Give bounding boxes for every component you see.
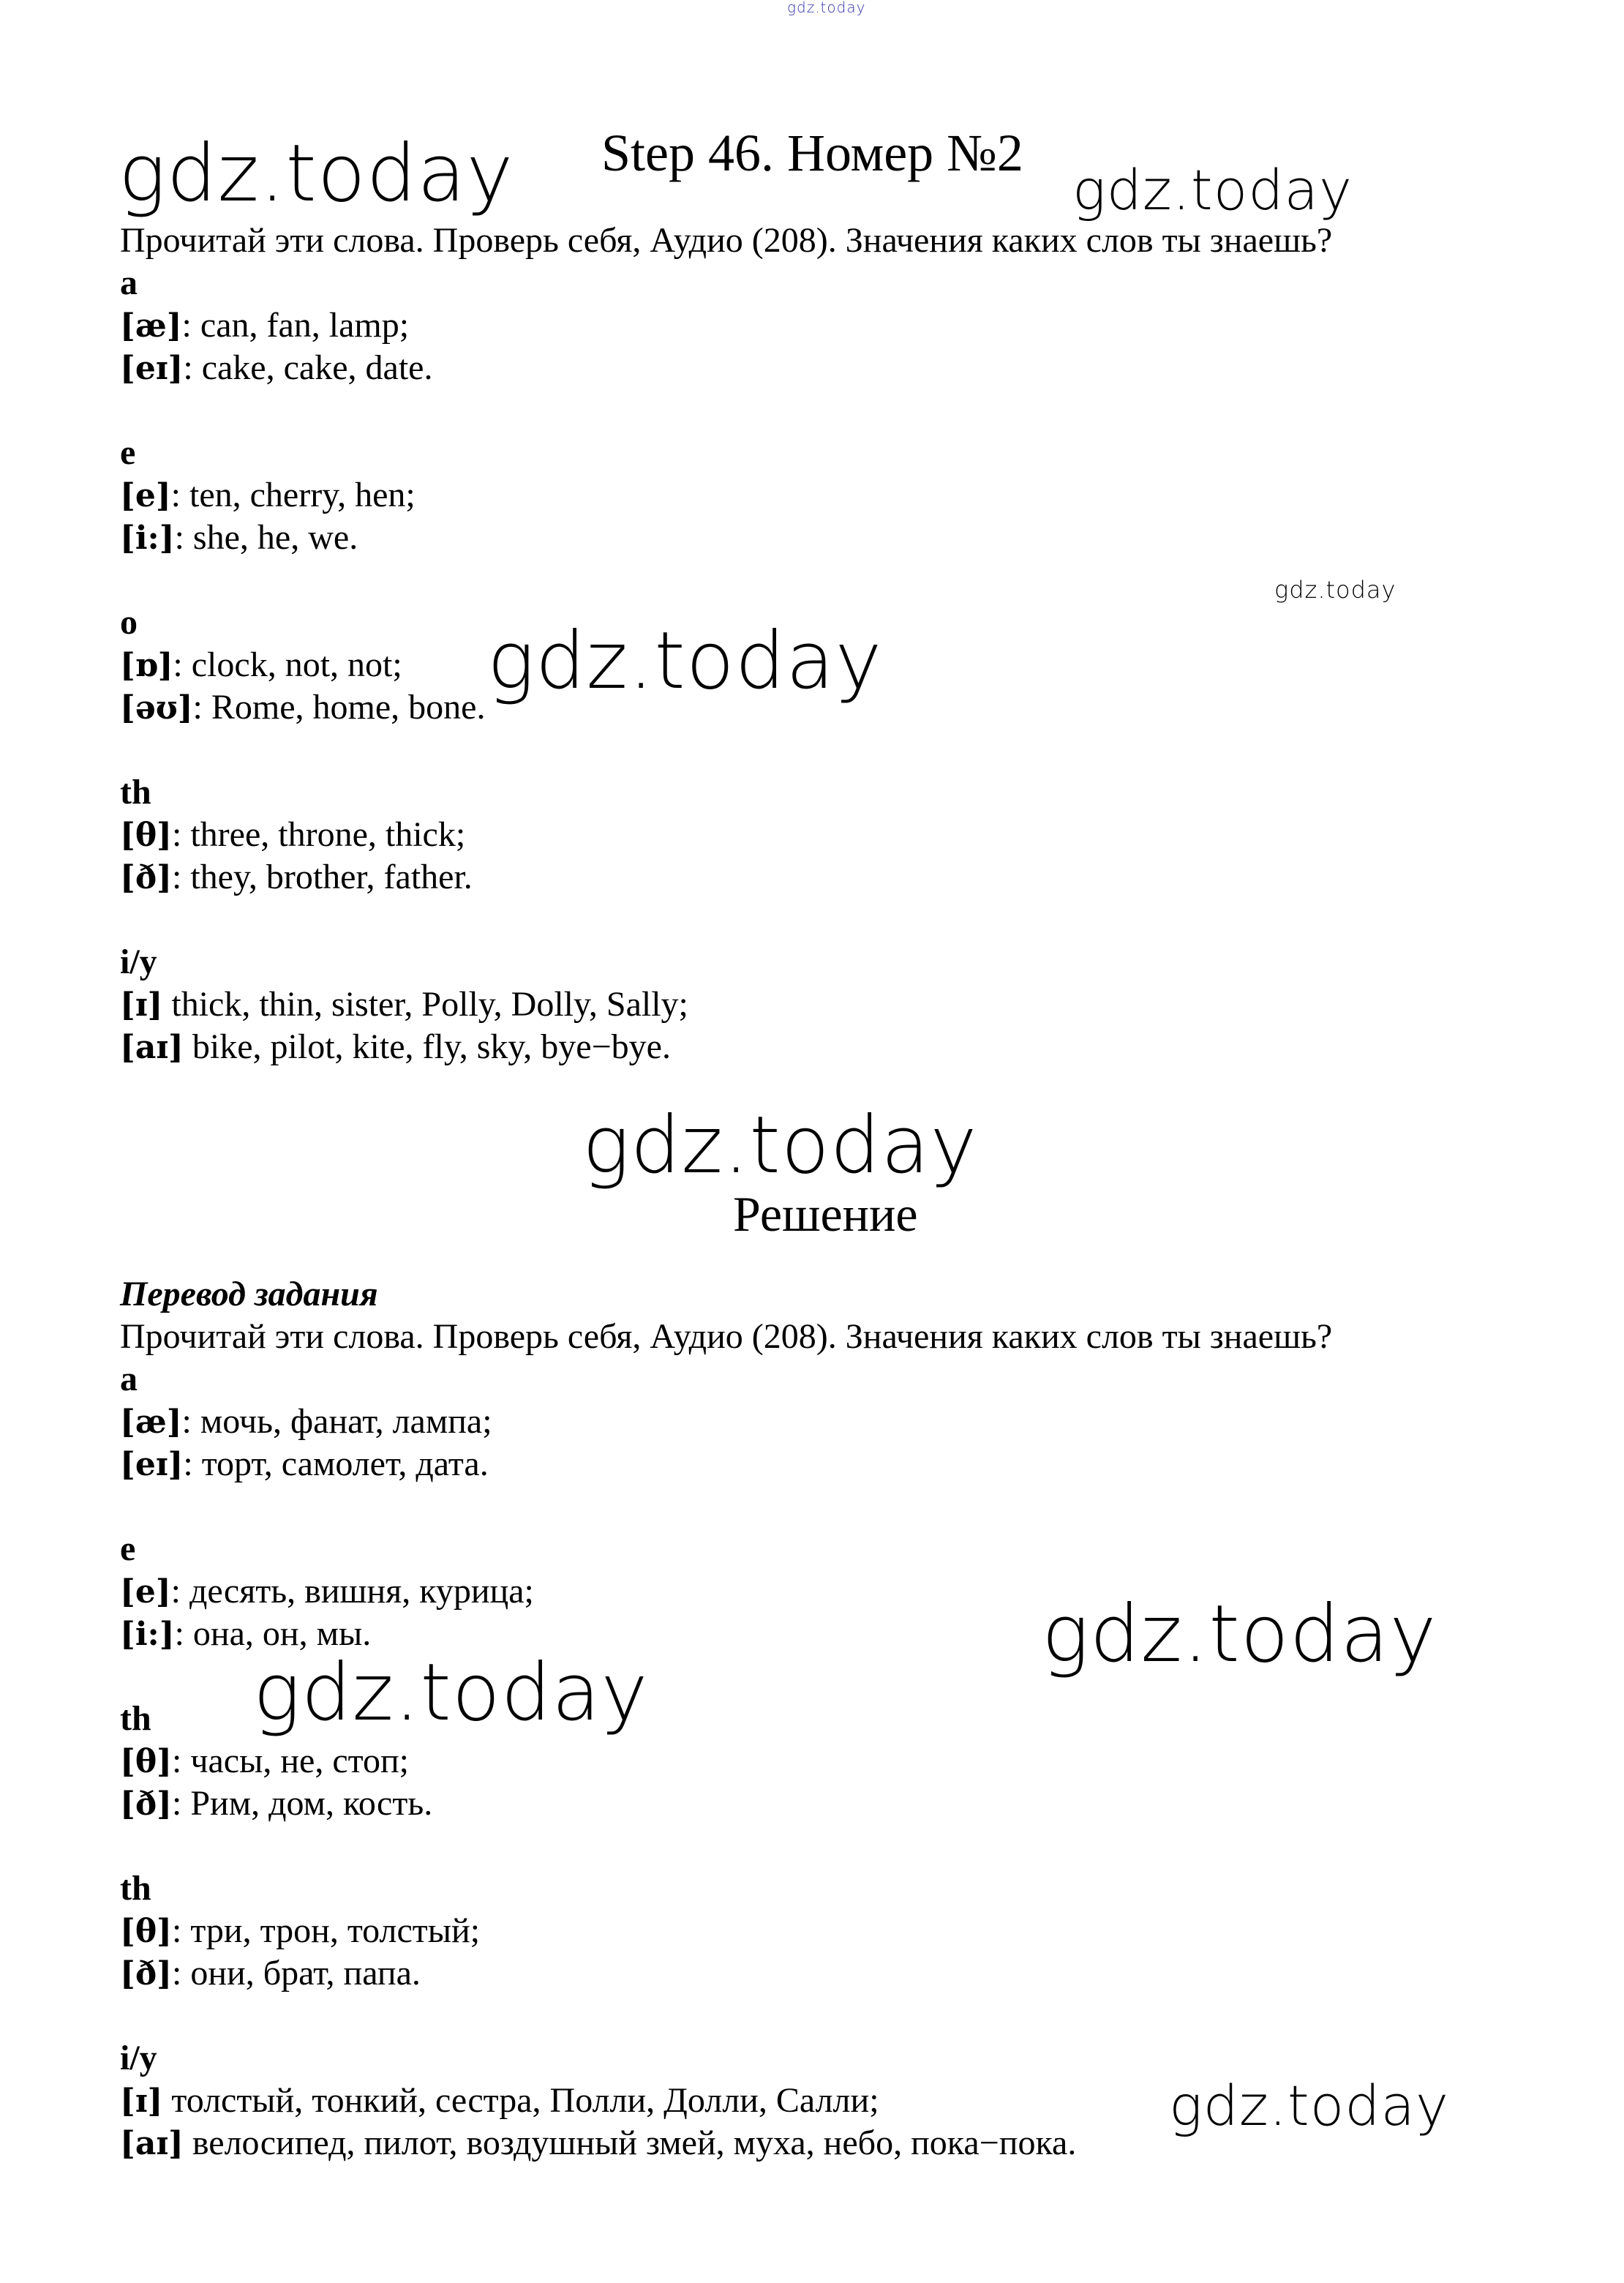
watermark-top: gdz.today [787, 0, 866, 16]
ipa-symbol: [θ] [120, 1913, 172, 1950]
word-list: : three, throne, thick; [171, 815, 466, 854]
page-title: Step 46. Номер №2 [601, 124, 1023, 182]
ipa-symbol: [θ] [120, 817, 172, 854]
word-list: толстый, тонкий, сестра, Полли, Долли, Салли; [162, 2081, 879, 2120]
ipa-symbol: [ð] [120, 1955, 172, 1993]
sound-line [120, 644, 1332, 686]
word-list: : часы, не, стоп; [171, 1742, 409, 1780]
ipa-symbol: [i:] [120, 1616, 175, 1653]
word-list: : cake, cake, date. [183, 348, 433, 387]
word-list: : they, brother, father. [171, 858, 473, 896]
word-list: : они, брат, папа. [171, 1954, 421, 1993]
word-list: : торт, самолет, дата. [183, 1444, 489, 1483]
ipa-symbol: [ð] [120, 859, 172, 896]
ipa-symbol: [i:] [120, 520, 175, 557]
sound-line [120, 1570, 1332, 1613]
letter-heading: i/y [120, 942, 157, 981]
ipa-symbol: [ɪ] [120, 2083, 163, 2120]
sound-line [120, 2122, 1332, 2164]
ipa-symbol: [eɪ] [120, 1446, 184, 1483]
sound-line [120, 1443, 1332, 1485]
ipa-symbol: [ð] [120, 1785, 172, 1823]
letter-heading: e [120, 433, 136, 472]
watermark: gdz.today [487, 615, 883, 707]
sound-line [120, 814, 1332, 856]
letter-heading: th [120, 1869, 151, 1908]
ipa-symbol: [θ] [120, 1743, 172, 1780]
sound-line [120, 1910, 1332, 1952]
ipa-symbol: [eɪ] [120, 350, 184, 387]
letter-heading: i/y [120, 2039, 157, 2077]
letter-heading: a [120, 1360, 138, 1398]
sound-line [120, 856, 1332, 899]
ipa-symbol: [e] [120, 1573, 171, 1611]
ipa-symbol: [əʊ] [120, 689, 193, 727]
word-list: : десять, вишня, курица; [170, 1572, 534, 1611]
watermark: gdz.today [582, 1100, 978, 1191]
sound-line [120, 347, 1332, 389]
word-list: : она, он, мы. [174, 1614, 372, 1653]
watermark: gdz.today [1042, 1589, 1437, 1680]
translation-heading: Перевод задания [120, 1275, 378, 1313]
solution-heading: Решение [733, 1186, 918, 1242]
word-list: : Rome, home, bone. [192, 688, 486, 727]
sound-line [120, 474, 1332, 517]
word-list: : clock, not, not; [173, 645, 402, 684]
word-list: : три, трон, толстый; [171, 1911, 481, 1950]
ipa-symbol: [æ] [120, 307, 182, 345]
word-list: велосипед, пилот, воздушный змей, муха, небо, пока−пока. [183, 2123, 1077, 2162]
ipa-symbol: [ɪ] [120, 986, 163, 1024]
task-text: Прочитай эти слова. Проверь себя, Аудио (208). Значения каких слов ты знаешь? [120, 221, 1333, 260]
sound-line [120, 1952, 1332, 1995]
sound-line [120, 304, 1332, 347]
word-list: : she, he, we. [174, 518, 358, 557]
letter-heading: th [120, 1699, 151, 1738]
ipa-symbol: [aɪ] [120, 2125, 184, 2162]
ipa-symbol: [æ] [120, 1403, 182, 1441]
watermark: gdz.today [1169, 2073, 1449, 2138]
word-list: : Рим, дом, кость. [171, 1784, 433, 1823]
word-list: thick, thin, sister, Polly, Dolly, Sally; [162, 985, 688, 1024]
sound-line [120, 1026, 1332, 1068]
watermark: gdz.today [253, 1647, 649, 1739]
sound-line [120, 1782, 1332, 1825]
letter-heading: e [120, 1529, 136, 1568]
translation-task-text: Прочитай эти слова. Проверь себя, Аудио (208). Значения каких слов ты знаешь? [120, 1317, 1333, 1356]
sound-line [120, 1740, 1332, 1782]
translation-section [120, 1273, 1332, 2164]
word-list: : мочь, фанат, лампа; [181, 1402, 492, 1441]
sound-line [120, 2080, 1332, 2122]
ipa-symbol: [aɪ] [120, 1029, 184, 1066]
sound-line [120, 1401, 1332, 1443]
letter-heading: a [120, 263, 138, 302]
sound-line [120, 517, 1332, 559]
ipa-symbol: [ɒ] [120, 647, 173, 684]
sound-line [120, 686, 1332, 729]
watermark: gdz.today [1274, 576, 1396, 604]
word-list: bike, pilot, kite, fly, sky, bye−bye. [183, 1027, 671, 1066]
ipa-symbol: [e] [120, 477, 171, 514]
sound-line [120, 983, 1332, 1026]
word-list: : can, fan, lamp; [181, 306, 410, 345]
letter-heading: th [120, 773, 151, 811]
exercise-section [120, 220, 1332, 1068]
letter-heading: o [120, 603, 138, 642]
watermark: gdz.today [119, 128, 514, 220]
watermark: gdz.today [1072, 157, 1353, 222]
sound-line [120, 1613, 1332, 1655]
word-list: : ten, cherry, hen; [170, 476, 416, 514]
